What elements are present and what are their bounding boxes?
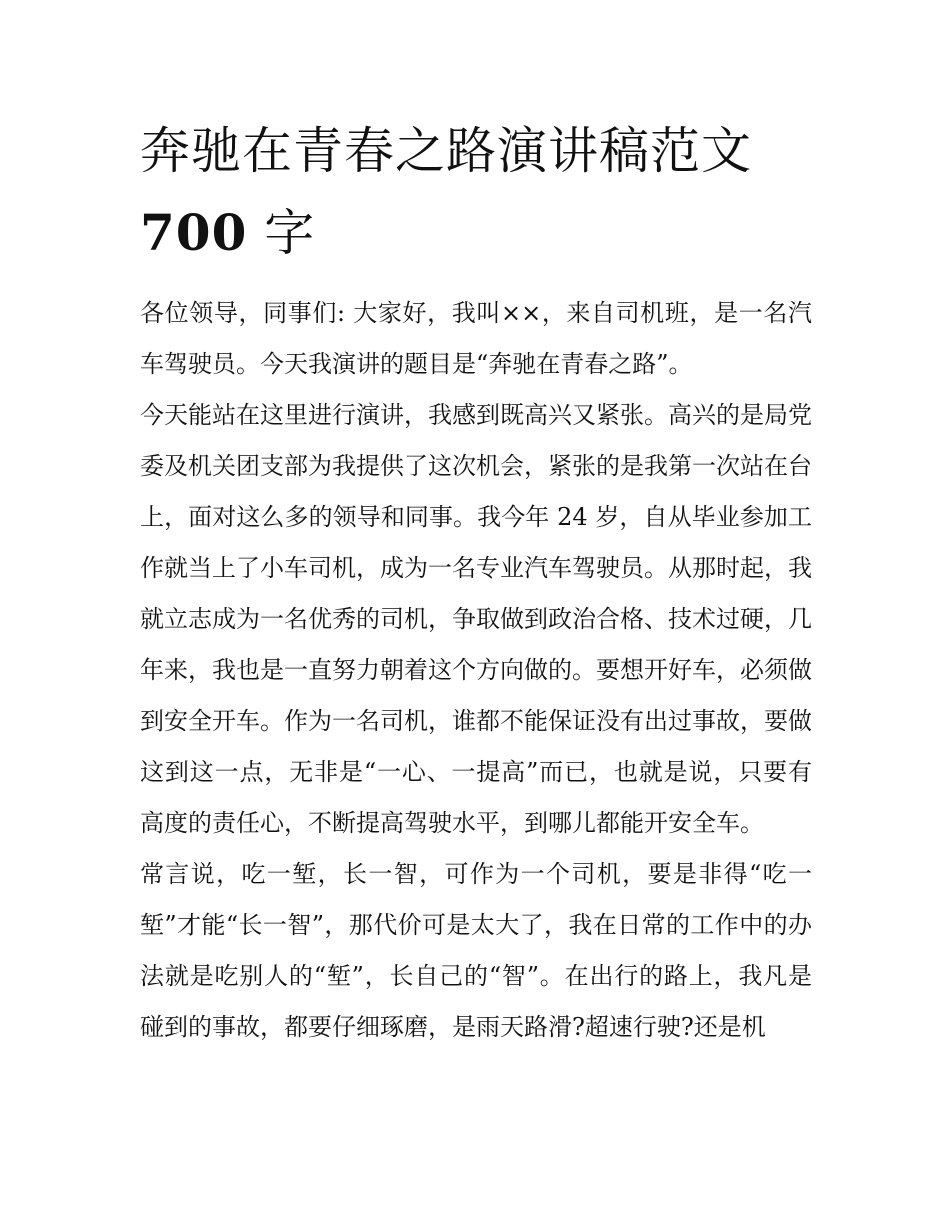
title-suffix: 字: [264, 204, 316, 262]
document-page: [140, 110, 812, 1053]
title-line1: 奔驰在青春之路演讲稿范文: [140, 122, 752, 180]
document-title: [140, 110, 812, 274]
title-number: 700: [140, 203, 248, 262]
paragraph-3: 常言说，吃一堑，长一智，可作为一个司机，要是非得“吃一堑”才能“长一智”，那代价可是太大了，我在日常的工作中的办法就是吃别人的“堑”，长自己的“智”。在出行的路上，我凡是碰到的事故，都要仔细琢磨，是雨天路滑?超速行驶?还是机: [140, 860, 812, 1041]
paragraph-2: 今天能站在这里进行演讲，我感到既高兴又紧张。高兴的是局党委及机关团支部为我提供了这次机会，紧张的是我第一次站在台上，面对这么多的领导和同事。我今年 24 岁，自从毕业参加工作就当上了小车司机，成为一名专业汽车驾驶员。从那时起，我就立志成为一名优秀的司机，争取做到政治合格、技术过硬，几年来，我也是一直努力朝着这个方向做的。要想开好车，必须做到安全开车。作为一名司机，谁都不能保证没有出过事故，要做这到这一点，无非是“一心、一提高”而已，也就是说，只要有高度的责任心，不断提高驾驶水平，到哪儿都能开安全车。: [140, 401, 812, 837]
paragraph-1: 各位领导，同事们: 大家好，我叫××，来自司机班，是一名汽车驾驶员。今天我演讲的题目是“奔驰在青春之路”。: [140, 299, 812, 378]
